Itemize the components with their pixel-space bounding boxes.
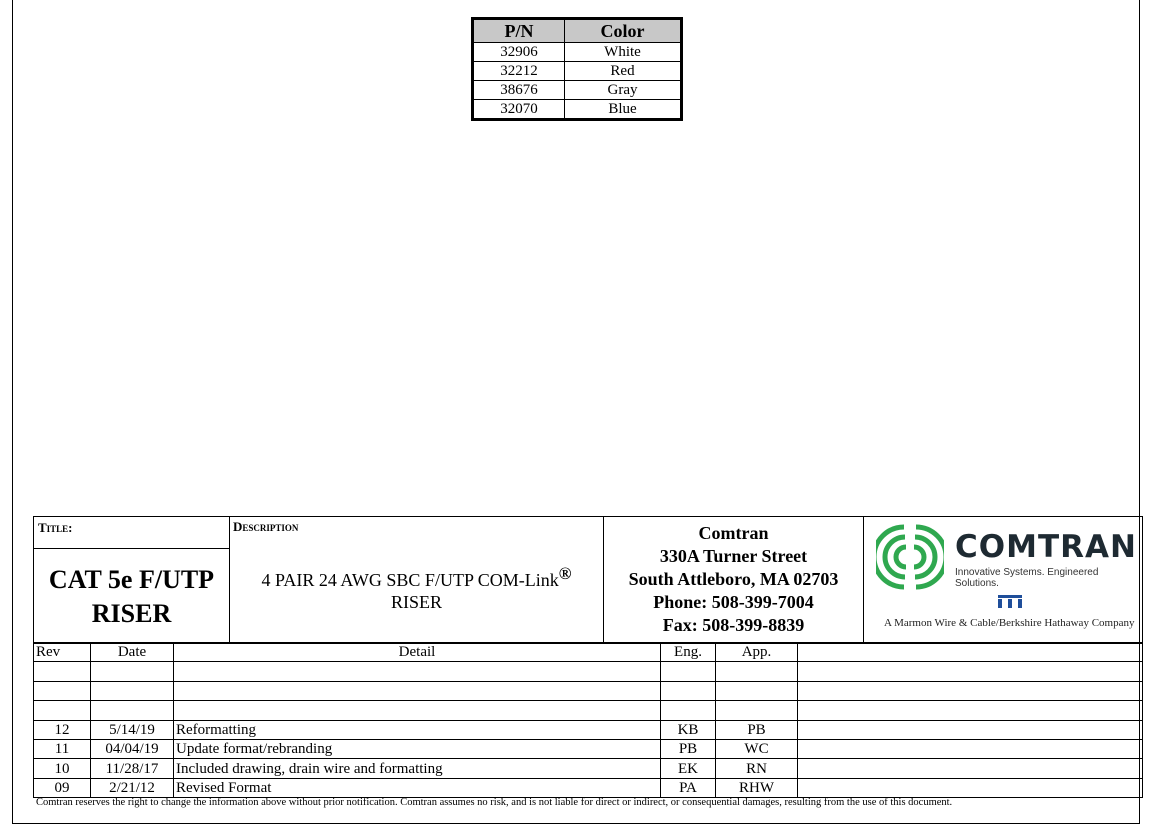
eng-cell: EK	[661, 759, 716, 778]
date-cell	[91, 681, 174, 700]
spacer-cell	[798, 759, 1143, 778]
rev-cell: 10	[34, 759, 91, 778]
fax-number: Fax: 508-399-8839	[662, 615, 805, 635]
logo-cell	[864, 517, 1142, 644]
marmon-logo-icon	[996, 593, 1024, 611]
rev-cell	[34, 681, 91, 700]
rev-cell: 11	[34, 739, 91, 758]
date-cell: 5/14/19	[91, 720, 174, 739]
date-cell	[91, 662, 174, 681]
eng-cell	[661, 662, 716, 681]
rev-cell: 09	[34, 778, 91, 797]
disclaimer-text: Comtran reserves the right to change the information above without prior notification. Comtran assumes no risk, and is not liable for direct or indirect, or consequential damages, resulting from the use of this document.	[36, 797, 953, 808]
table-row	[34, 720, 1143, 739]
company-name: Comtran	[698, 523, 769, 543]
detail-cell: Revised Format	[174, 778, 661, 797]
detail-cell: Reformatting	[174, 720, 661, 739]
pn-cell: 32070	[474, 100, 565, 119]
eng-header: Eng.	[661, 643, 716, 662]
company-address-cell	[604, 517, 864, 644]
table-row	[34, 681, 1143, 700]
app-cell: WC	[716, 739, 798, 758]
registered-mark: ®	[558, 564, 572, 583]
pn-cell: 32212	[474, 62, 565, 81]
rev-cell	[34, 701, 91, 720]
app-cell	[716, 701, 798, 720]
title-block	[33, 516, 1143, 644]
detail-header: Detail	[174, 643, 661, 662]
date-cell: 04/04/19	[91, 739, 174, 758]
description-line-1: 4 PAIR 24 AWG SBC F/UTP COM-Link	[261, 570, 559, 590]
spacer-cell	[798, 778, 1143, 797]
detail-cell	[174, 681, 661, 700]
table-row	[34, 759, 1143, 778]
revision-header-row	[34, 643, 1143, 662]
spacer-cell	[798, 720, 1143, 739]
table-row	[34, 701, 1143, 720]
app-cell: PB	[716, 720, 798, 739]
title-label: Title:	[38, 520, 73, 535]
color-header: Color	[565, 20, 681, 43]
logo-wordmark: COMTRAN	[955, 529, 1137, 565]
logo-tagline: Innovative Systems. Engineered Solutions.	[955, 567, 1099, 589]
app-cell	[716, 662, 798, 681]
color-cell: Blue	[565, 100, 681, 119]
rev-header: Rev	[34, 643, 91, 662]
description-cell	[230, 517, 604, 644]
title-cell	[34, 549, 230, 644]
detail-cell: Update format/rebranding	[174, 739, 661, 758]
color-cell: Gray	[565, 81, 681, 100]
app-cell	[716, 681, 798, 700]
marmon-tagline: A Marmon Wire & Cable/Berkshire Hathaway Company	[884, 617, 1135, 629]
pn-header: P/N	[474, 20, 565, 43]
date-cell: 2/21/12	[91, 778, 174, 797]
table-row	[474, 43, 681, 62]
comtran-logo-icon	[876, 523, 944, 591]
spacer-cell	[798, 662, 1143, 681]
color-cell: Red	[565, 62, 681, 81]
table-row	[34, 739, 1143, 758]
phone-number: Phone: 508-399-7004	[653, 592, 814, 612]
title-line-1: CAT 5e F/UTP	[48, 564, 215, 594]
revision-table	[33, 642, 1143, 798]
color-cell: White	[565, 43, 681, 62]
description-label: Description	[233, 519, 299, 534]
pn-cell: 32906	[474, 43, 565, 62]
title-line-2: RISER	[91, 598, 172, 628]
spacer-cell	[798, 739, 1143, 758]
rev-cell: 12	[34, 720, 91, 739]
spacer-cell	[798, 701, 1143, 720]
table-row	[34, 662, 1143, 681]
date-cell	[91, 701, 174, 720]
table-row	[474, 100, 681, 119]
part-number-table	[471, 17, 683, 121]
detail-cell	[174, 662, 661, 681]
table-row	[474, 81, 681, 100]
spacer-cell	[798, 681, 1143, 700]
description-line-2: RISER	[390, 592, 442, 612]
address-line-2: South Attleboro, MA 02703	[628, 569, 839, 589]
rev-cell	[34, 662, 91, 681]
address-line-1: 330A Turner Street	[659, 546, 808, 566]
app-header: App.	[716, 643, 798, 662]
app-cell: RHW	[716, 778, 798, 797]
eng-cell	[661, 701, 716, 720]
eng-cell: PA	[661, 778, 716, 797]
date-cell: 11/28/17	[91, 759, 174, 778]
description-text	[230, 563, 603, 613]
pn-cell: 38676	[474, 81, 565, 100]
detail-cell: Included drawing, drain wire and formatting	[174, 759, 661, 778]
spacer-cell	[798, 643, 1143, 662]
date-header: Date	[91, 643, 174, 662]
app-cell: RN	[716, 759, 798, 778]
detail-cell	[174, 701, 661, 720]
eng-cell: KB	[661, 720, 716, 739]
table-row	[34, 778, 1143, 797]
title-label-cell	[34, 517, 230, 549]
table-row	[474, 62, 681, 81]
eng-cell: PB	[661, 739, 716, 758]
eng-cell	[661, 681, 716, 700]
